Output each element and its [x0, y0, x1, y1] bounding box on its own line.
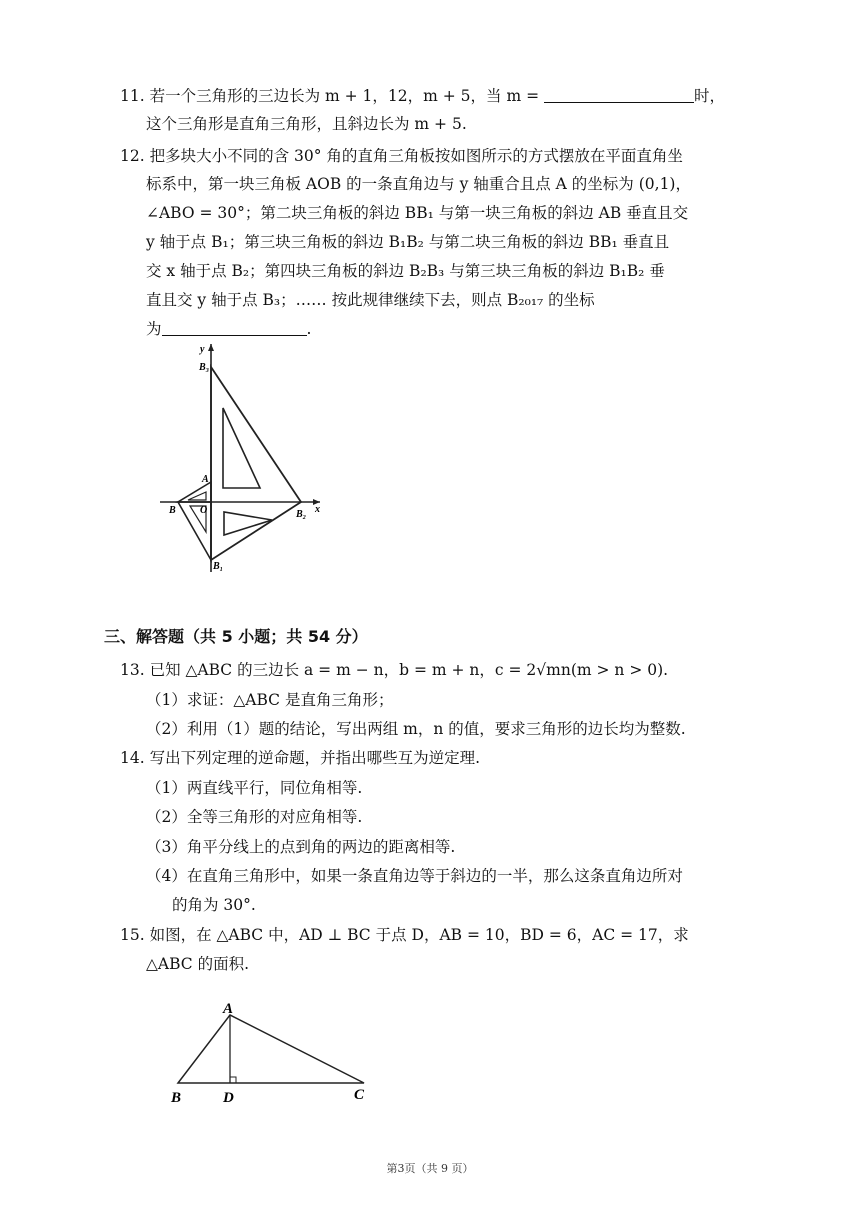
- triangle-abc-figure: [165, 995, 380, 1110]
- label-d: D: [223, 1090, 234, 1106]
- q14-line-4: （3）角平分线上的点到角的两边的距离相等.: [146, 838, 456, 856]
- q12-answer-blank[interactable]: [162, 319, 307, 336]
- right-angle-mark: [230, 1077, 236, 1083]
- q12-text-end: .: [306, 320, 312, 338]
- q15-line-2: △ABC 的面积.: [146, 955, 250, 973]
- q12-text-pre: 为: [146, 320, 162, 338]
- q12-line-2: 标系中，第一块三角板 AOB 的一条直角边与 y 轴重合且点 A 的坐标为 (0,1)，: [146, 175, 691, 193]
- label-b: B: [171, 1090, 182, 1106]
- q12-line-5: 交 x 轴于点 B₂；第四块三角板的斜边 B₂B₃ 与第三块三角板的斜边 B₁B₂ 垂: [146, 262, 665, 280]
- q14-line-6: 的角为 30°.: [172, 896, 256, 914]
- q11-answer-blank[interactable]: [544, 86, 694, 103]
- label-c: C: [354, 1087, 365, 1103]
- q13-line-2: （1）求证：△ABC 是直角三角形；: [146, 691, 394, 709]
- q12-line-3: ∠ABO = 30°；第二块三角板的斜边 BB₁ 与第一块三角板的斜边 AB 垂直且交: [146, 204, 689, 222]
- label-a: A: [202, 474, 209, 485]
- label-a: A: [223, 1001, 234, 1017]
- page-footer: 第3页（共 9 页）: [386, 1162, 474, 1175]
- q13-line-1: 13. 已知 △ABC 的三边长 a = m − n，b = m + n，c = 2√mn(m > n > 0).: [120, 661, 669, 679]
- q14-line-5: （4）在直角三角形中，如果一条直角边等于斜边的一半，那么这条直角边所对: [146, 867, 683, 885]
- q12-line-1: 12. 把多块大小不同的含 30° 角的直角三角板按如图所示的方式摆放在平面直角坐: [120, 147, 683, 165]
- y-axis-arrow: [208, 344, 214, 351]
- label-y: y: [200, 344, 205, 355]
- q12-line-6: 直且交 y 轴于点 B₃；…… 按此规律继续下去，则点 B₂₀₁₇ 的坐标: [146, 291, 595, 309]
- q11-line-2: 这个三角形是直角三角形，且斜边长为 m + 5.: [146, 115, 467, 133]
- q13-line-3: （2）利用（1）题的结论，写出两组 m，n 的值，要求三角形的边长均为整数.: [146, 720, 686, 738]
- q11-text-end: 时，: [694, 87, 726, 105]
- q12-line-4: y 轴于点 B₁；第三块三角板的斜边 B₁B₂ 与第二块三角板的斜边 BB₁ 垂直且: [146, 233, 670, 251]
- triangles-coordinate-figure: [160, 340, 335, 575]
- inner-cutout-right: [224, 512, 272, 535]
- label-o: O: [200, 505, 208, 516]
- label-b: B: [169, 505, 176, 516]
- inner-cutout-large: [223, 408, 260, 488]
- q14-line-1: 14. 写出下列定理的逆命题，并指出哪些互为逆定理.: [120, 749, 481, 767]
- q15-line-1: 15. 如图，在 △ABC 中，AD ⊥ BC 于点 D，AB = 10，BD = 6，AC = 17，求: [120, 926, 689, 944]
- q14-line-2: （1）两直线平行，同位角相等.: [146, 779, 363, 797]
- q11-line-1: [120, 86, 725, 106]
- section-title: 三、解答题（共 5 小题；共 54 分）: [104, 627, 368, 646]
- q14-line-3: （2）全等三角形的对应角相等.: [146, 808, 363, 826]
- triangle-abc: [178, 1015, 364, 1083]
- label-x: x: [315, 504, 320, 515]
- label-b3: B₃: [199, 362, 210, 373]
- q12-line-7: [146, 319, 311, 339]
- label-b2: B₂: [296, 509, 307, 520]
- inner-cutout-small: [188, 492, 206, 500]
- q11-text: 11. 若一个三角形的三边长为 m + 1，12，m + 5，当 m =: [120, 87, 544, 105]
- label-b1: B₁: [213, 561, 224, 572]
